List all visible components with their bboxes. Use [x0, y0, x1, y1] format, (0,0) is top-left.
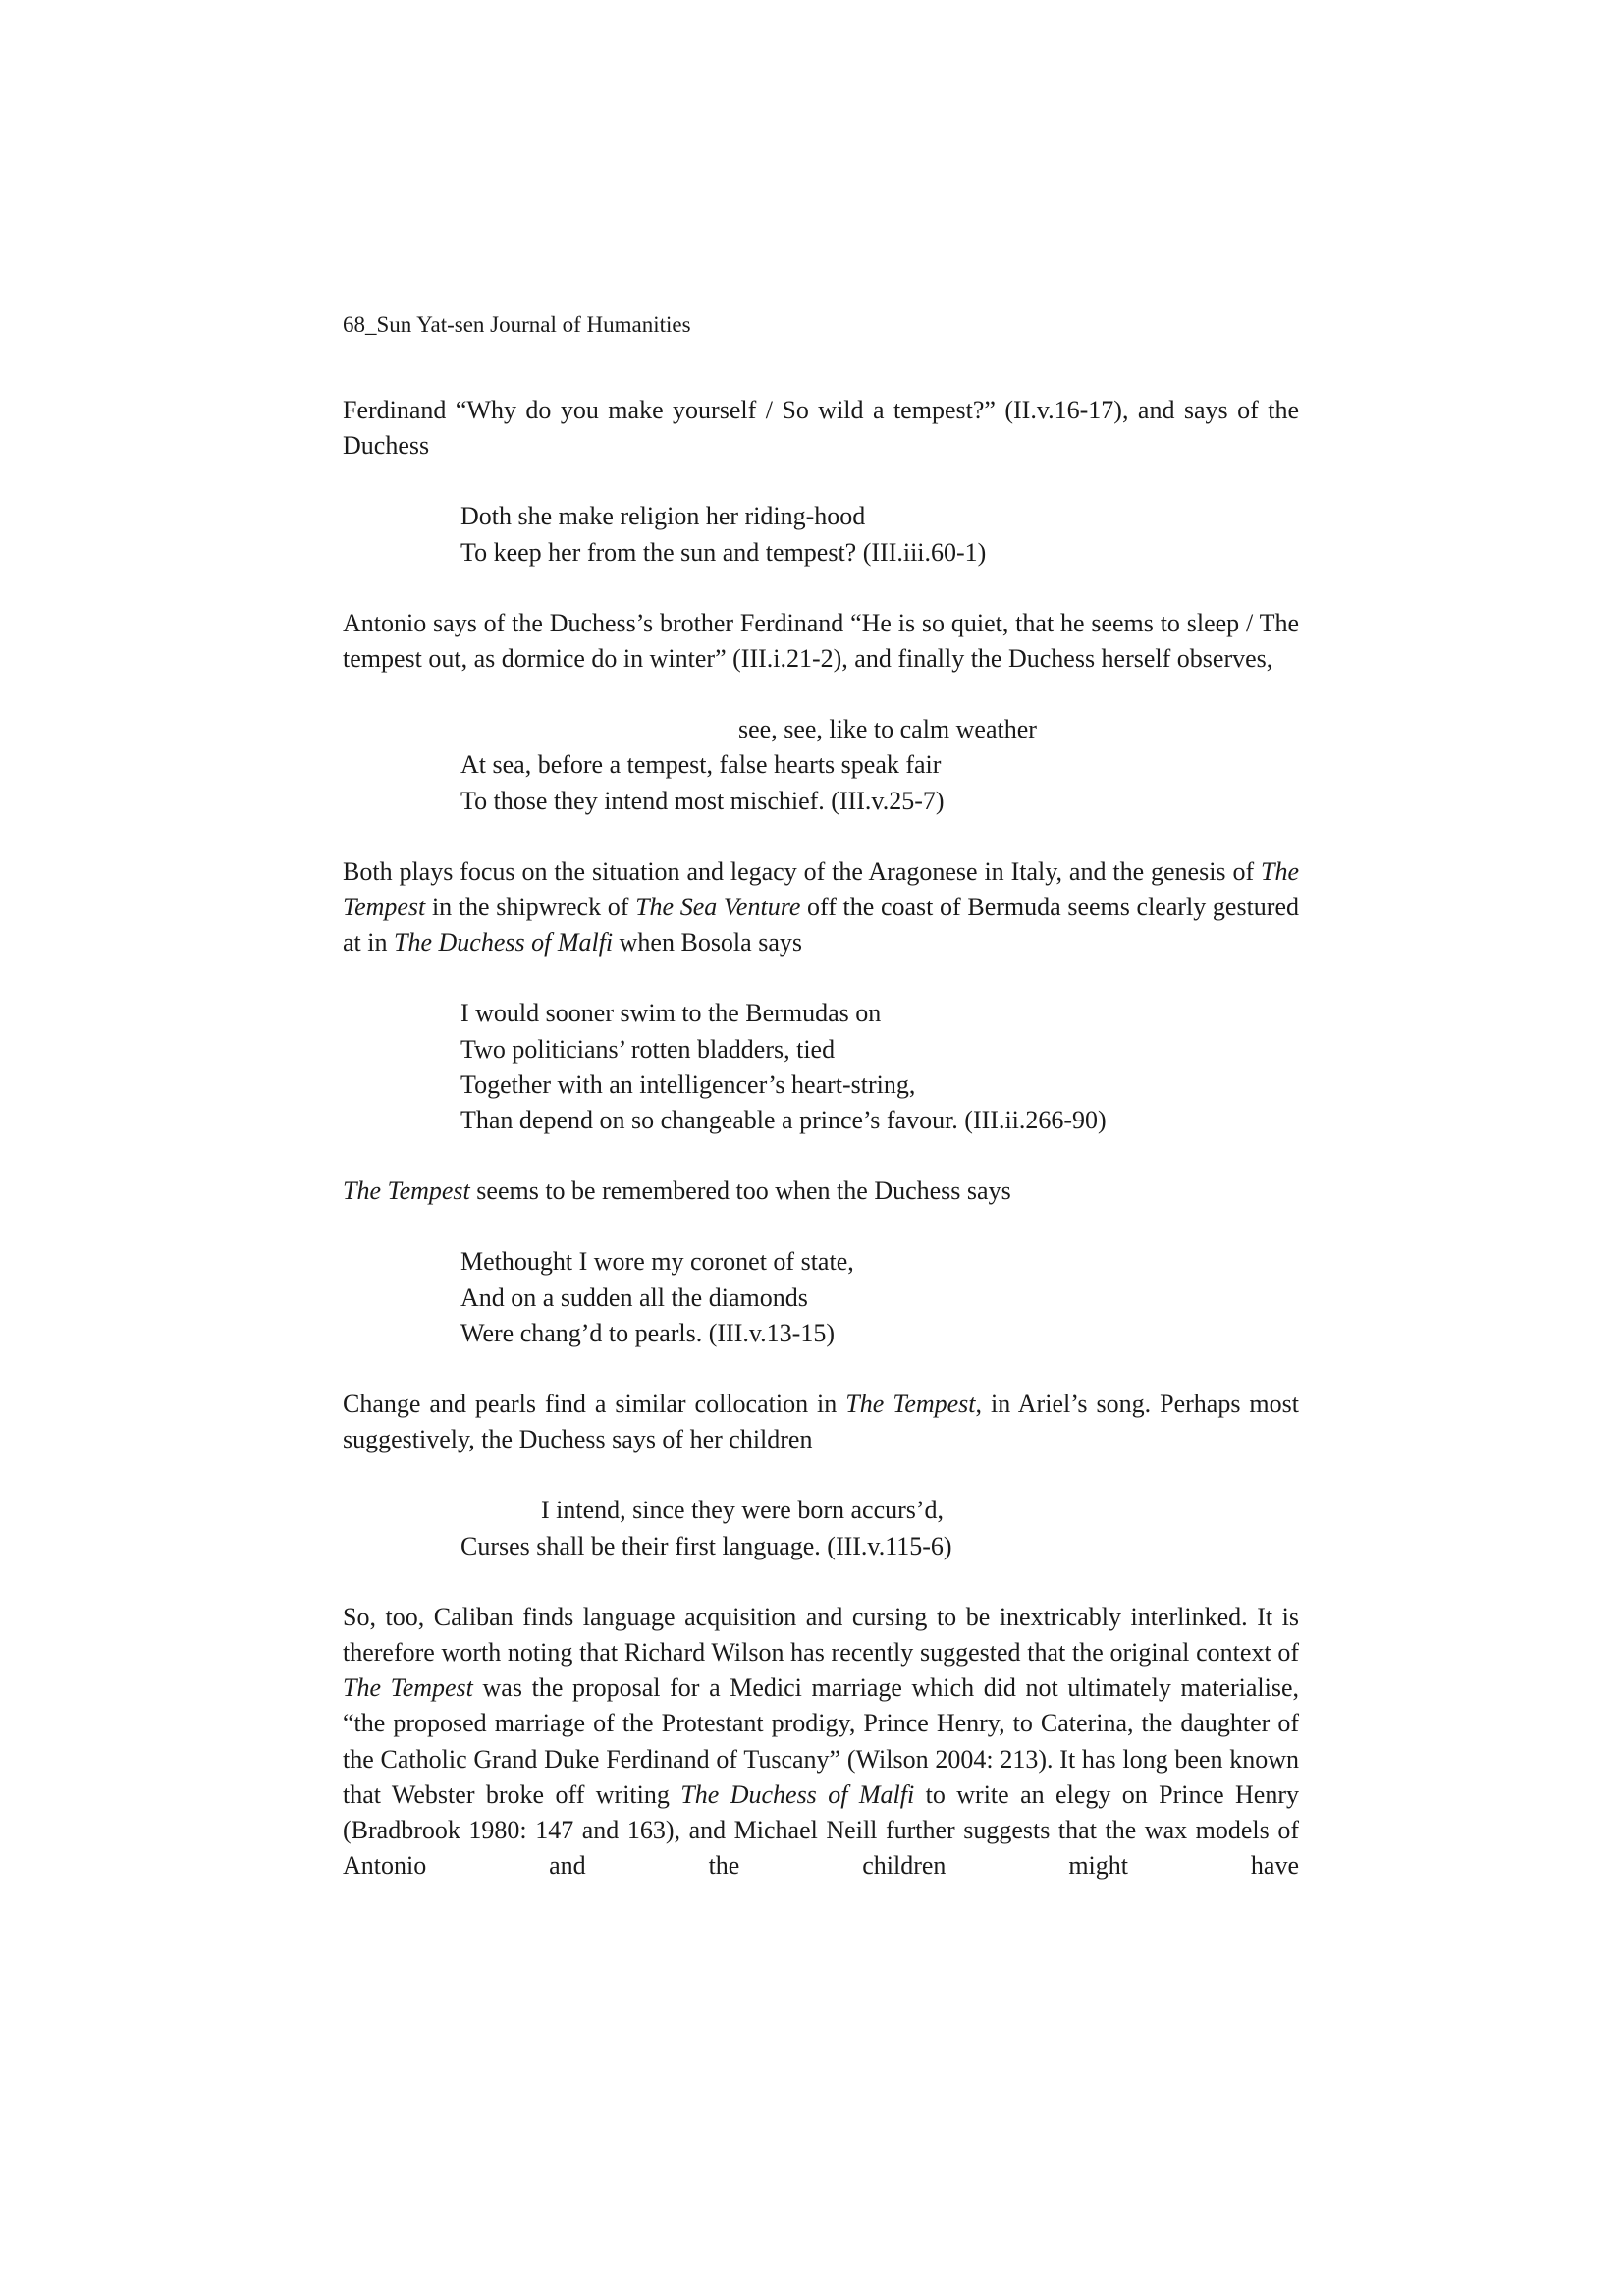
text-run: Both plays focus on the situation and legacy of the Aragonese in Italy, and the genesis of: [343, 856, 1261, 886]
verse-line: see, see, like to calm weather: [738, 715, 1037, 744]
spacer: [343, 464, 1299, 499]
title-italic: The Sea Venture: [635, 893, 801, 922]
text-run: was the proposal for a Medici marriage which did not ultimately materialise, “the proposed marriage of the Protestant prodigy, Prince Henry, to Caterina, the daughter of the Catholic Grand Duke Ferdinand of Tuscany” (Wilson 2004: 213). It has long been known that Webster broke off writing: [343, 1673, 1299, 1809]
verse-line: Curses shall be their first language. (III.v.115-6): [460, 1531, 952, 1560]
verse-line: I intend, since they were born accurs’d,: [541, 1496, 945, 1525]
verse-line: At sea, before a tempest, false hearts speak fair: [460, 750, 942, 780]
title-italic: The Tempest: [343, 1176, 470, 1206]
verse-line: Than depend on so changeable a prince’s favour. (III.ii.266-90): [460, 1106, 1107, 1135]
spacer: [343, 1138, 1299, 1174]
spacer: [343, 677, 1299, 712]
paragraph-ferdinand: Ferdinand “Why do you make yourself / So wild a tempest?” (II.v.16-17), and says of the Duchess: [343, 396, 1299, 461]
paragraph-remembered: [343, 1174, 1299, 1209]
paragraph-pearls: [343, 1387, 1299, 1457]
spacer: [343, 1564, 1299, 1600]
spacer: [343, 1351, 1299, 1387]
spacer: [343, 819, 1299, 854]
title-italic: The Tempest: [343, 1673, 473, 1703]
text-run: Change and pearls find a similar collocation in: [343, 1390, 846, 1419]
text-run: when Bosola says: [613, 928, 802, 957]
text-run: So, too, Caliban finds language acquisition and cursing to be inextricably interlinked. It is therefore worth noting that Richard Wilson has recently suggested that the original context of: [343, 1602, 1299, 1667]
text-run: seems to be remembered too when the Duchess says: [469, 1176, 1011, 1206]
block-quote-curses: [343, 1493, 1299, 1563]
title-italic: The Tempest: [845, 1390, 976, 1419]
title-italic: The Duchess of Malfi: [680, 1779, 915, 1809]
verse-line: Methought I wore my coronet of state,: [460, 1247, 854, 1277]
block-quote-bermudas: [343, 996, 1299, 1138]
paragraph-antonio: Antonio says of the Duchess’s brother Ferdinand “He is so quiet, that he seems to sleep / The tempest out, as dormice do in winter” (III.i.21-2), and finally the Duchess herself observes,: [343, 608, 1299, 674]
title-italic: The Duchess of Malfi: [394, 928, 614, 957]
paragraph-aragonese: [343, 854, 1299, 961]
spacer: [343, 1209, 1299, 1244]
verse-line: Were chang’d to pearls. (III.v.13-15): [460, 1318, 835, 1347]
block-quote-coronet: [343, 1244, 1299, 1351]
verse-line: Together with an intelligencer’s heart-string,: [460, 1069, 916, 1099]
text-run: in the shipwreck of: [425, 893, 636, 922]
text-run: off the coast of Bermuda seems clearly gestured at in: [343, 893, 1299, 957]
verse-line: Doth she make religion her riding-hood: [460, 502, 866, 531]
spacer: [343, 571, 1299, 606]
block-quote-calm-weather: [343, 712, 1299, 819]
verse-line: To keep her from the sun and tempest? (III.iii.60-1): [460, 537, 987, 567]
paragraph-caliban: [343, 1600, 1299, 1885]
text-run: to write an elegy on Prince Henry (Bradbrook 1980: 147 and 163), and Michael Neill further suggests that the wax models of Antonio and the children might have: [343, 1779, 1299, 1881]
body-text: [343, 393, 1299, 1885]
spacer: [343, 960, 1299, 996]
title-italic: The Tempest: [343, 856, 1299, 922]
verse-line: I would sooner swim to the Bermudas on: [460, 999, 882, 1028]
verse-line: And on a sudden all the diamonds: [460, 1283, 808, 1312]
block-quote-riding-hood: [343, 499, 1299, 570]
spacer: [343, 1457, 1299, 1493]
text-run: , in Ariel’s song. Perhaps most suggestively, the Duchess says of her children: [343, 1390, 1299, 1454]
verse-line: Two politicians’ rotten bladders, tied: [460, 1034, 836, 1064]
verse-line: To those they intend most mischief. (III.v.25-7): [460, 786, 945, 815]
running-head: 68_Sun Yat-sen Journal of Humanities: [343, 312, 691, 337]
